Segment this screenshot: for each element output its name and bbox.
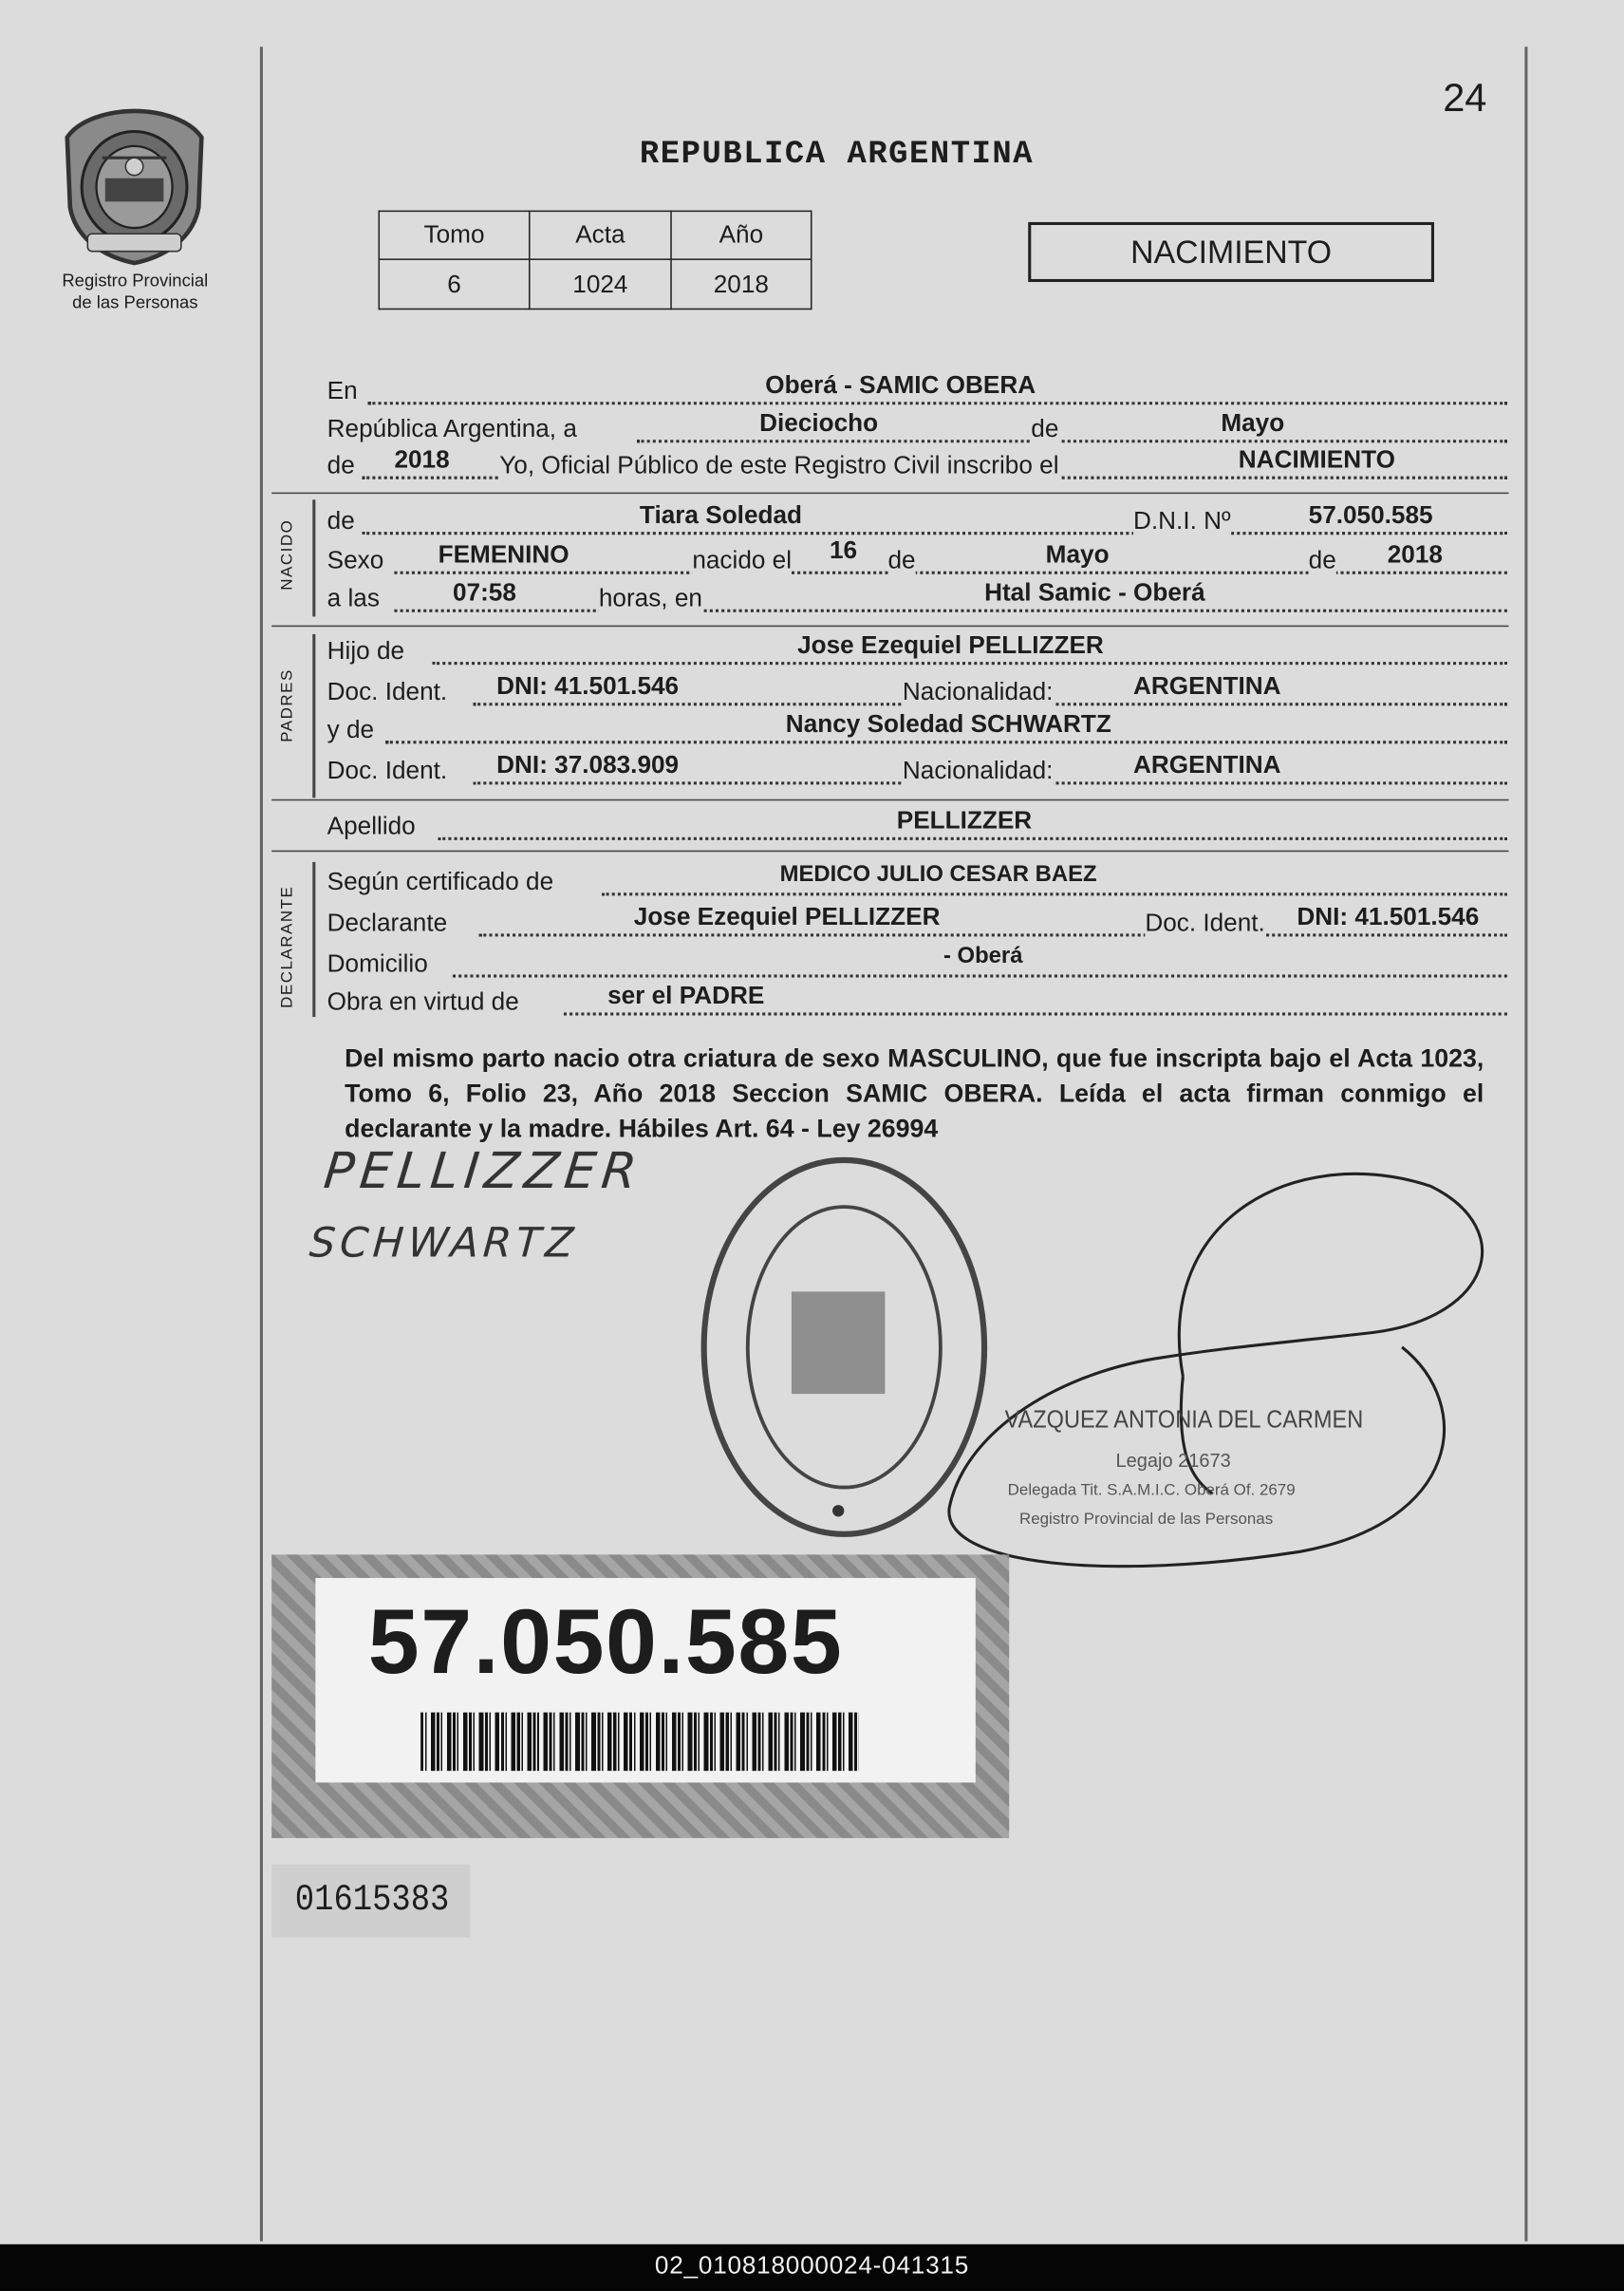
horas-en-label: horas, en: [598, 584, 702, 612]
dni-label: D.N.I. Nº: [1133, 506, 1231, 535]
sexo-label: Sexo: [327, 546, 384, 574]
declarante-name-value: Jose Ezequiel PELLIZZER: [633, 903, 941, 931]
official-text: Yo, Oficial Público de este Registro Civil inscribo el: [499, 451, 1059, 479]
header-cell: Tomo: [379, 211, 529, 259]
mother-row: [327, 710, 1507, 748]
official-legajo: Legajo 21673: [1115, 1449, 1231, 1472]
header-cell: Acta: [530, 211, 671, 259]
nacido-section-label: NACIDO: [278, 518, 297, 591]
mother-nationality-value: ARGENTINA: [1133, 750, 1281, 779]
mother-doc-value: DNI: 37.083.909: [496, 750, 680, 779]
child-name-value: Tiara Soledad: [639, 500, 803, 530]
certificado-label: Según certificado de: [327, 868, 554, 896]
declarante-doc-value: DNI: 41.501.546: [1297, 903, 1480, 931]
birth-month-value: Mayo: [1045, 540, 1110, 569]
section-divider: [271, 493, 1508, 495]
declarante-label: Declarante: [327, 909, 448, 937]
official-registro: Registro Provincial de las Personas: [1018, 1511, 1274, 1529]
domicilio-value: - Oberá: [943, 944, 1023, 969]
place-row: [327, 371, 1507, 409]
de-label: de: [1031, 415, 1059, 443]
y-de-label: y de: [327, 716, 375, 744]
section-divider: [271, 799, 1508, 801]
year-value: 2018: [394, 445, 450, 474]
month-value: Mayo: [1221, 408, 1285, 438]
footer-file-id: 02_010818000024-041315: [0, 2244, 1624, 2291]
father-doc-value: DNI: 41.501.546: [496, 671, 680, 701]
a-las-label: a las: [327, 584, 380, 612]
agency-name: Registro Provincial de las Personas: [62, 270, 209, 313]
anio-value: 2018: [671, 259, 812, 309]
hijo-de-label: Hijo de: [327, 636, 405, 666]
de-label: de: [327, 506, 355, 535]
dni-value: 57.050.585: [1308, 500, 1433, 530]
nacionalidad-label: Nacionalidad:: [902, 678, 1054, 706]
de-label: de: [1308, 546, 1336, 574]
obra-value: ser el PADRE: [607, 982, 765, 1010]
domicilio-label: Domicilio: [327, 949, 428, 978]
observation-note: Del mismo parto nacio otra criatura de sexo MASCULINO, que fue inscripta bajo el Acta 1023, Tomo 6, Folio 23, Año 2018 Seccion SAMIC OBERA. Leída el acta firman conmigo el declarante y la madre. Hábiles Art. 64 - Ley 26994: [345, 1042, 1484, 1143]
certificado-value: MEDICO JULIO CESAR BAEZ: [779, 861, 1097, 888]
year-label: de: [327, 451, 355, 479]
de-label: de: [887, 546, 916, 574]
declarante-row: [327, 903, 1507, 941]
section-bar: [312, 634, 315, 798]
birth-row: [327, 535, 1507, 578]
doc-label: Doc. Ident.: [327, 678, 448, 706]
official-delegacion: Delegada Tit. S.A.M.I.C. Oberá Of. 2679: [1007, 1481, 1296, 1499]
birth-place-value: Htal Samic - Oberá: [984, 578, 1205, 607]
child-name-row: [327, 501, 1507, 539]
nacionalidad-label: Nacionalidad:: [902, 757, 1054, 785]
tomo-value: 6: [379, 259, 529, 309]
section-bar: [312, 862, 315, 1017]
place-value: Oberá - SAMIC OBERA: [765, 370, 1036, 400]
apellido-value: PELLIZZER: [896, 806, 1033, 835]
serial-sticker: [271, 1865, 470, 1938]
father-nationality-value: ARGENTINA: [1133, 671, 1281, 701]
date-row: [327, 409, 1507, 447]
section-divider: [271, 626, 1508, 628]
father-signature: PELLIZZER: [321, 1142, 645, 1201]
domicilio-row: [327, 944, 1507, 982]
section-divider: [271, 851, 1508, 853]
header-cell: Año: [671, 211, 812, 259]
record-type-box: NACIMIENTO: [1028, 222, 1434, 282]
section-bar: [312, 499, 315, 616]
time-place-row: [327, 578, 1507, 616]
left-margin-line: [260, 47, 263, 2241]
father-doc-row: [327, 672, 1507, 710]
serial-number: 01615383: [294, 1879, 450, 1922]
misiones-seal-icon: [59, 105, 211, 269]
republica-label: República Argentina, a: [327, 415, 577, 443]
doc-label: Doc. Ident.: [1145, 909, 1265, 937]
certificado-row: [327, 862, 1507, 900]
birth-year-value: 2018: [1387, 540, 1443, 569]
padres-section-label: PADRES: [278, 668, 297, 742]
nacido-el-label: nacido el: [692, 546, 793, 574]
acta-value: 1024: [530, 259, 671, 309]
en-label: En: [327, 377, 358, 405]
obra-row: [327, 982, 1507, 1020]
father-name-value: Jose Ezequiel PELLIZZER: [797, 630, 1104, 660]
right-margin-line: [1524, 47, 1527, 2241]
day-words-value: Dieciocho: [759, 408, 879, 438]
country-title: REPUBLICA ARGENTINA: [639, 136, 1035, 173]
inscription-row: [327, 445, 1507, 483]
birth-time-value: 07:58: [452, 578, 516, 607]
father-row: [327, 631, 1507, 669]
barcode-number: 57.050.585: [367, 1590, 844, 1694]
inscription-type-value: NACIMIENTO: [1238, 445, 1395, 474]
registry-table: [379, 211, 812, 310]
declarante-section-label: DECLARANTE: [278, 885, 297, 1008]
official-name: VAZQUEZ ANTONIA DEL CARMEN: [1004, 1405, 1364, 1434]
page-number: 24: [1443, 76, 1487, 121]
sexo-value: FEMENINO: [438, 540, 569, 569]
doc-label: Doc. Ident.: [327, 757, 448, 785]
birth-day-value: 16: [829, 535, 858, 565]
mother-name-value: Nancy Soledad SCHWARTZ: [785, 709, 1111, 739]
barcode-sticker: [271, 1554, 1009, 1838]
mother-doc-row: [327, 751, 1507, 789]
obra-label: Obra en virtud de: [327, 987, 519, 1016]
mother-signature: SCHWARTZ: [308, 1218, 580, 1268]
barcode-icon: [420, 1713, 859, 1772]
apellido-label: Apellido: [327, 812, 416, 840]
apellido-row: [327, 806, 1507, 844]
